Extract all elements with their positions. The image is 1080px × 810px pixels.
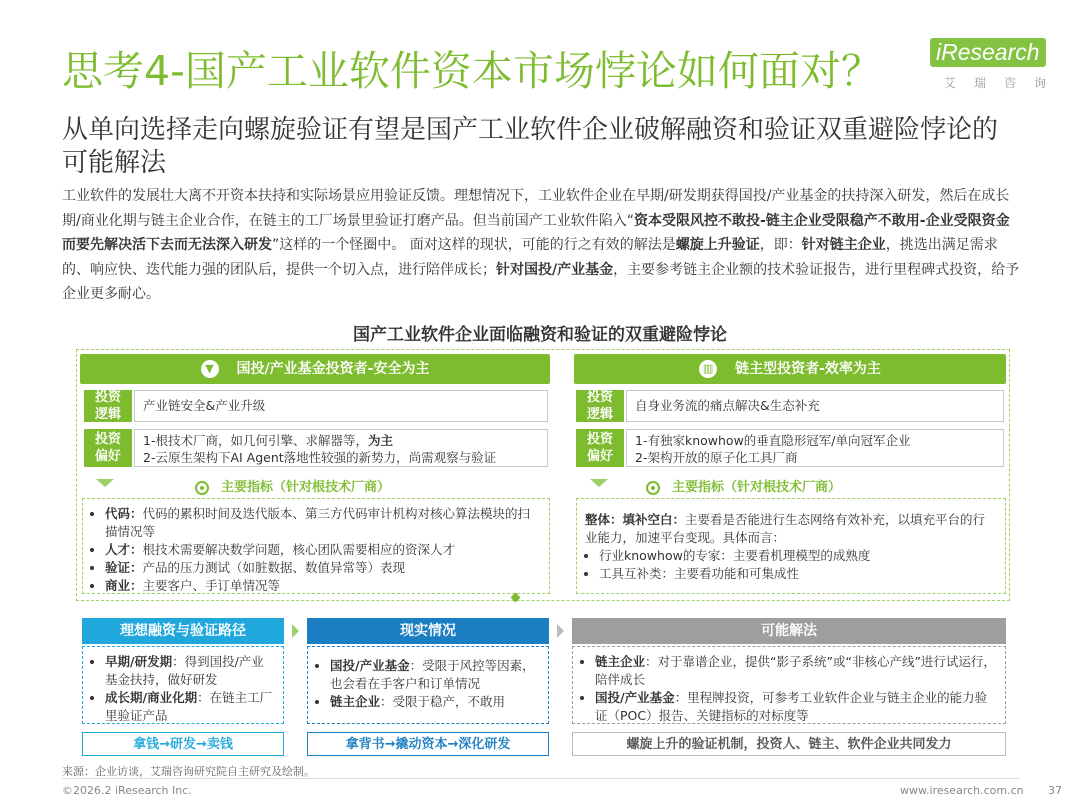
copyright: ©2026.2 iResearch Inc.	[62, 784, 192, 797]
bottom-box-reality	[307, 646, 549, 724]
footer-divider	[62, 778, 1020, 779]
left-metric-title-text: 主要指标（针对根技术厂商）	[221, 480, 391, 495]
para-text-5: ，主要参考链主企业额的技术验证报告，进行里程碑式投资，给予企业更多耐心。	[62, 261, 1020, 302]
right-overall-value: 主要看是否能进行生态网络有效补充，以填充平台的行业能力，加速平台变现。具体而言：	[585, 512, 986, 545]
item-value: ：受限于风控等因素，也会看在手客户和订单情况	[330, 658, 535, 691]
solution-item-1	[595, 653, 997, 689]
para-text-1: 工业软件的发展壮大离不开资本扶持和实际场景应用验证反馈。理想情况下，工业软件企业在早期/研发期获得国投/产业基金的扶持深入研发，然后在成长期/商业化期与链主企业合作，在链主的工厂场景里验证打磨产品。但当前国产工业软件陷入“	[62, 188, 1010, 229]
right-down-arrow	[590, 479, 608, 487]
left-label-logic: 投资 逻辑	[84, 390, 132, 422]
left-metric-business	[105, 577, 541, 595]
source-note: 来源：企业访谈，艾瑞咨询研究院自主研究及绘制。	[62, 765, 315, 778]
ideal-item-2	[105, 689, 275, 725]
left-pref-1: 1-根技术厂商，如几何引擎、求解器等，	[143, 433, 368, 448]
item-key: 成长期/商业化期	[105, 690, 198, 705]
solution-item-2	[595, 689, 997, 725]
para-text-2: ”这样的一个怪圈中。 面对这样的现状，可能的行之有效的解法是	[272, 237, 676, 253]
left-down-arrow	[96, 479, 114, 487]
bottom-box-solution	[572, 646, 1006, 724]
right-item-2: • 工具互补类：主要看功能和可集成性	[599, 565, 997, 583]
left-pref-box	[134, 429, 548, 467]
left-header	[80, 354, 550, 384]
item-key: 国投/产业基金	[330, 658, 410, 673]
intro-paragraph	[62, 184, 1022, 307]
left-header-label: 国投/产业基金投资者-安全为主	[236, 361, 430, 377]
right-label-logic: 投资 逻辑	[576, 390, 624, 422]
right-header-label: 链主型投资者-效率为主	[735, 361, 881, 377]
right-label-pref: 投资 偏好	[576, 429, 624, 467]
right-metric-title-text: 主要指标（针对根技术厂商）	[672, 480, 842, 495]
right-item-1: • 行业knowhow的专家：主要看机理模型的成熟度	[599, 547, 997, 565]
iresearch-logo	[930, 38, 1065, 98]
metric-value: 产品的压力测试（如脏数据、数值异常等）表现	[142, 560, 406, 575]
logo-cn: 艾瑞咨询	[944, 76, 1065, 90]
item-value: ：得到国投/产业基金扶持，做好研发	[105, 654, 264, 687]
left-pref-1-bold: 为主	[367, 433, 393, 448]
reality-item-1	[330, 657, 540, 693]
metric-value: 代码的累积时间及迭代版本、第三方代码审计机构对核心算法模块的扫描情况等	[105, 506, 531, 539]
para-text-4: ，挑选出满足需求的、响应快、迭代能力强的团队后，提供一个切入点，进行陪伴成长；	[62, 237, 998, 278]
target-icon	[646, 481, 660, 495]
left-label-pref: 投资 偏好	[84, 429, 132, 467]
right-pref-box	[626, 429, 1004, 467]
left-metric-box	[82, 498, 550, 594]
diagram-title: 国产工业软件企业面临融资和验证的双重避险悖论	[353, 325, 727, 345]
right-metric-box	[576, 498, 1006, 594]
metric-key: 人才：	[105, 542, 143, 557]
para-bold-3: 针对链主企业	[801, 237, 886, 253]
right-header	[574, 354, 1006, 384]
metric-key: 代码：	[105, 506, 143, 521]
bottom-box-ideal	[82, 646, 284, 724]
bottom-foot-solution: 螺旋上升的验证机制，投资人、链主、软件企业共同发力	[572, 732, 1006, 756]
right-pref-1: 1-有独家knowhow的垂直隐形冠军/单向冠军企业	[635, 433, 911, 448]
right-metric-title	[646, 476, 841, 495]
para-bold-4: 针对国投/产业基金	[496, 261, 614, 278]
para-text-3: ，即：	[759, 237, 802, 253]
item-key: 早期/研发期	[105, 654, 173, 669]
metric-value: 根技术需要解决数学问题，核心团队需要相应的资深人才	[142, 542, 456, 557]
page-subtitle: 从单向选择走向螺旋验证有望是国产工业软件企业破解融资和验证双重避险悖论的可能解法	[62, 115, 999, 178]
chevron-right-icon	[557, 624, 564, 638]
metric-value: 主要客户、手订单情况等	[142, 578, 281, 593]
item-value: ：受限于稳产，不敢用	[380, 694, 506, 709]
bottom-head-ideal: 理想融资与验证路径	[82, 618, 284, 644]
right-pref-2: 2-架构开放的原子化工具厂商	[635, 450, 798, 465]
reality-item-2	[330, 693, 540, 711]
bottom-foot-reality: 拿背书→撬动资本→深化研发	[307, 732, 549, 756]
site-url: www.iresearch.com.cn	[900, 784, 1024, 797]
logo-text: iResearch	[930, 38, 1046, 67]
factory-icon: ▥	[699, 360, 717, 378]
right-overall-key: 整体：填补空白：	[585, 512, 686, 527]
shield-icon: ▼	[201, 360, 219, 378]
metric-key: 商业：	[105, 578, 143, 593]
left-pref-2: 2-云原生架构下AI Agent落地性较强的新势力，尚需观察与验证	[143, 450, 497, 465]
item-value: ：里程牌投资，可参考工业软件企业与链主企业的能力验证（POC）报告、关键指标的对标度等	[595, 690, 988, 723]
left-logic-box: 产业链安全&产业升级	[134, 390, 548, 422]
left-metric-verify	[105, 559, 541, 577]
ideal-item-1	[105, 653, 275, 689]
left-metric-code	[105, 505, 541, 541]
item-key: 链主企业	[330, 694, 381, 709]
chevron-right-icon	[292, 624, 299, 638]
metric-key: 验证：	[105, 560, 143, 575]
para-bold-2: 螺旋上升验证	[675, 237, 760, 253]
bottom-foot-ideal: 拿钱→研发→卖钱	[82, 732, 284, 756]
item-key: 国投/产业基金	[595, 690, 675, 705]
bottom-head-solution: 可能解法	[572, 618, 1006, 644]
right-logic-box: 自身业务流的痛点解决&生态补充	[626, 390, 1004, 422]
left-metric-title	[195, 476, 390, 495]
para-bold-1: 资本受限风控不敢投-链主企业受限稳产不敢用-企业受限资金而要先解决活下去而无法深入研发	[62, 212, 1010, 253]
item-value: ：对于靠谱企业，提供“影子系统”或“非核心产线”进行试运行，陪伴成长	[595, 654, 996, 687]
item-value: ：在链主工厂里验证产品	[105, 690, 273, 723]
page-number: 37	[1048, 784, 1062, 797]
bottom-head-reality: 现实情况	[307, 618, 549, 644]
item-key: 链主企业	[595, 654, 646, 669]
target-icon	[195, 481, 209, 495]
page-title: 思考4-国产工业软件资本市场悖论如何面对？	[62, 47, 882, 95]
left-metric-talent	[105, 541, 541, 559]
